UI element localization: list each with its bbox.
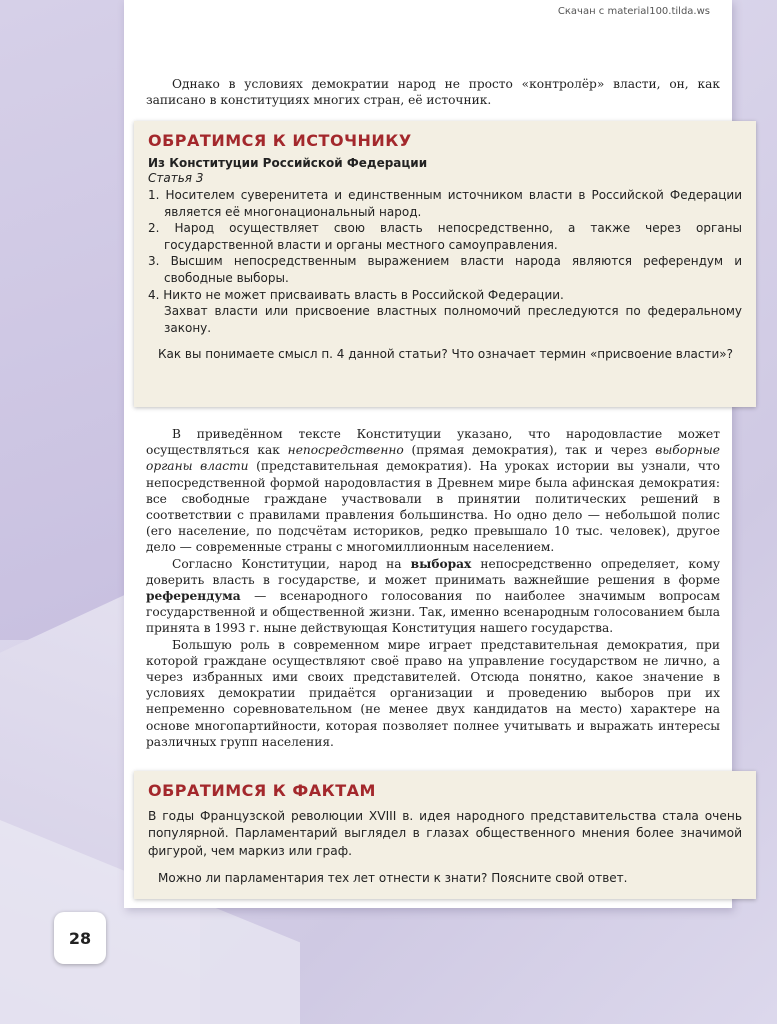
source-question: Как вы понимаете смысл п. 4 данной статьи? Что означает термин «присвоение власти»? [158,347,733,362]
list-item: 3. Высшим непосредственным выражением власти народа являются референдум и свободные выборы. [148,254,742,285]
list-item: 4. Никто не может присваивать власть в Российской Федерации. [148,287,564,302]
body-paragraph-1: В приведённом тексте Конституции указано, что народовластие может осуществляться как непосредственно (прямая демократия), так и через выборные органы власти (представительная демократия). На уроках истории вы узнали, что непосредственной формой народовластия в Древнем мире была афинская демократия: все свободные граждане участвовали в принятии политических решений в соответствии с правилами правления большинства. Но одно дело — небольшой полис (его население, по подсчётам историков, редко превышало 10 тыс. человек), другое дело — современные страны с многомиллионным населением. [146,427,721,555]
page-number: 28 [54,912,106,964]
facts-box [134,771,756,899]
intro-paragraph [146,76,720,108]
list-item: 2. Народ осуществляет свою власть непосредственно, а также через органы государственной власти и органы местного самоуправления. [148,221,742,252]
source-article: Статья 3 [148,171,204,185]
source-list [148,187,742,303]
list-item: 1. Носителем суверенитета и единственным источником власти в Российской Федерации является её многонациональный народ. [148,188,742,219]
source-extra: Захват власти или присвоение властных полномочий преследуются по федеральному закону. [164,304,742,335]
body-text [146,426,720,750]
textbook-page [124,0,742,908]
watermark: Скачан с material100.tilda.ws [557,6,710,17]
facts-question: Можно ли парламентария тех лет отнести к знати? Поясните свой ответ. [158,871,628,886]
source-box-title: ОБРАТИМСЯ К ИСТОЧНИКУ [148,131,412,150]
source-subtitle: Из Конституции Российской Федерации [148,156,428,170]
body-paragraph-2: Согласно Конституции, народ на выборах непосредственно определяет, кому доверить власть в государстве, и может принимать важнейшие решения в форме референдума — всенародного голосования по наиболее значимым вопросам государственной и общественной жизни. Так, именно всенародным голосованием была принята в 1993 г. ныне действующая Конституция нашего государства. [146,556,721,636]
facts-box-title: ОБРАТИМСЯ К ФАКТАМ [148,781,376,800]
body-paragraph-3: Большую роль в современном мире играет представительная демократия, при которой граждане осуществляют своё право на управление государством не лично, а через избранных ими своих представителей. Отсюда понятно, какое значение в условиях демократии придаётся организации и проведению выборов при их непременно соревновательном (не менее двух кандидатов на место) характере на основе многопартийности, которая позволяет полнее учитывать и выражать интересы различных групп населения. [146,637,720,749]
source-box [134,121,756,407]
intro-text: Однако в условиях демократии народ не просто «контролёр» власти, он, как записано в конституциях многих стран, её источник. [146,77,720,108]
facts-text: В годы Французской революции XVIII в. идея народного представительства стала очень популярной. Парламентарий выглядел в глазах общественного мнения более значимой фигурой, чем маркиз или граф. [148,809,742,858]
background-shape [0,0,130,640]
